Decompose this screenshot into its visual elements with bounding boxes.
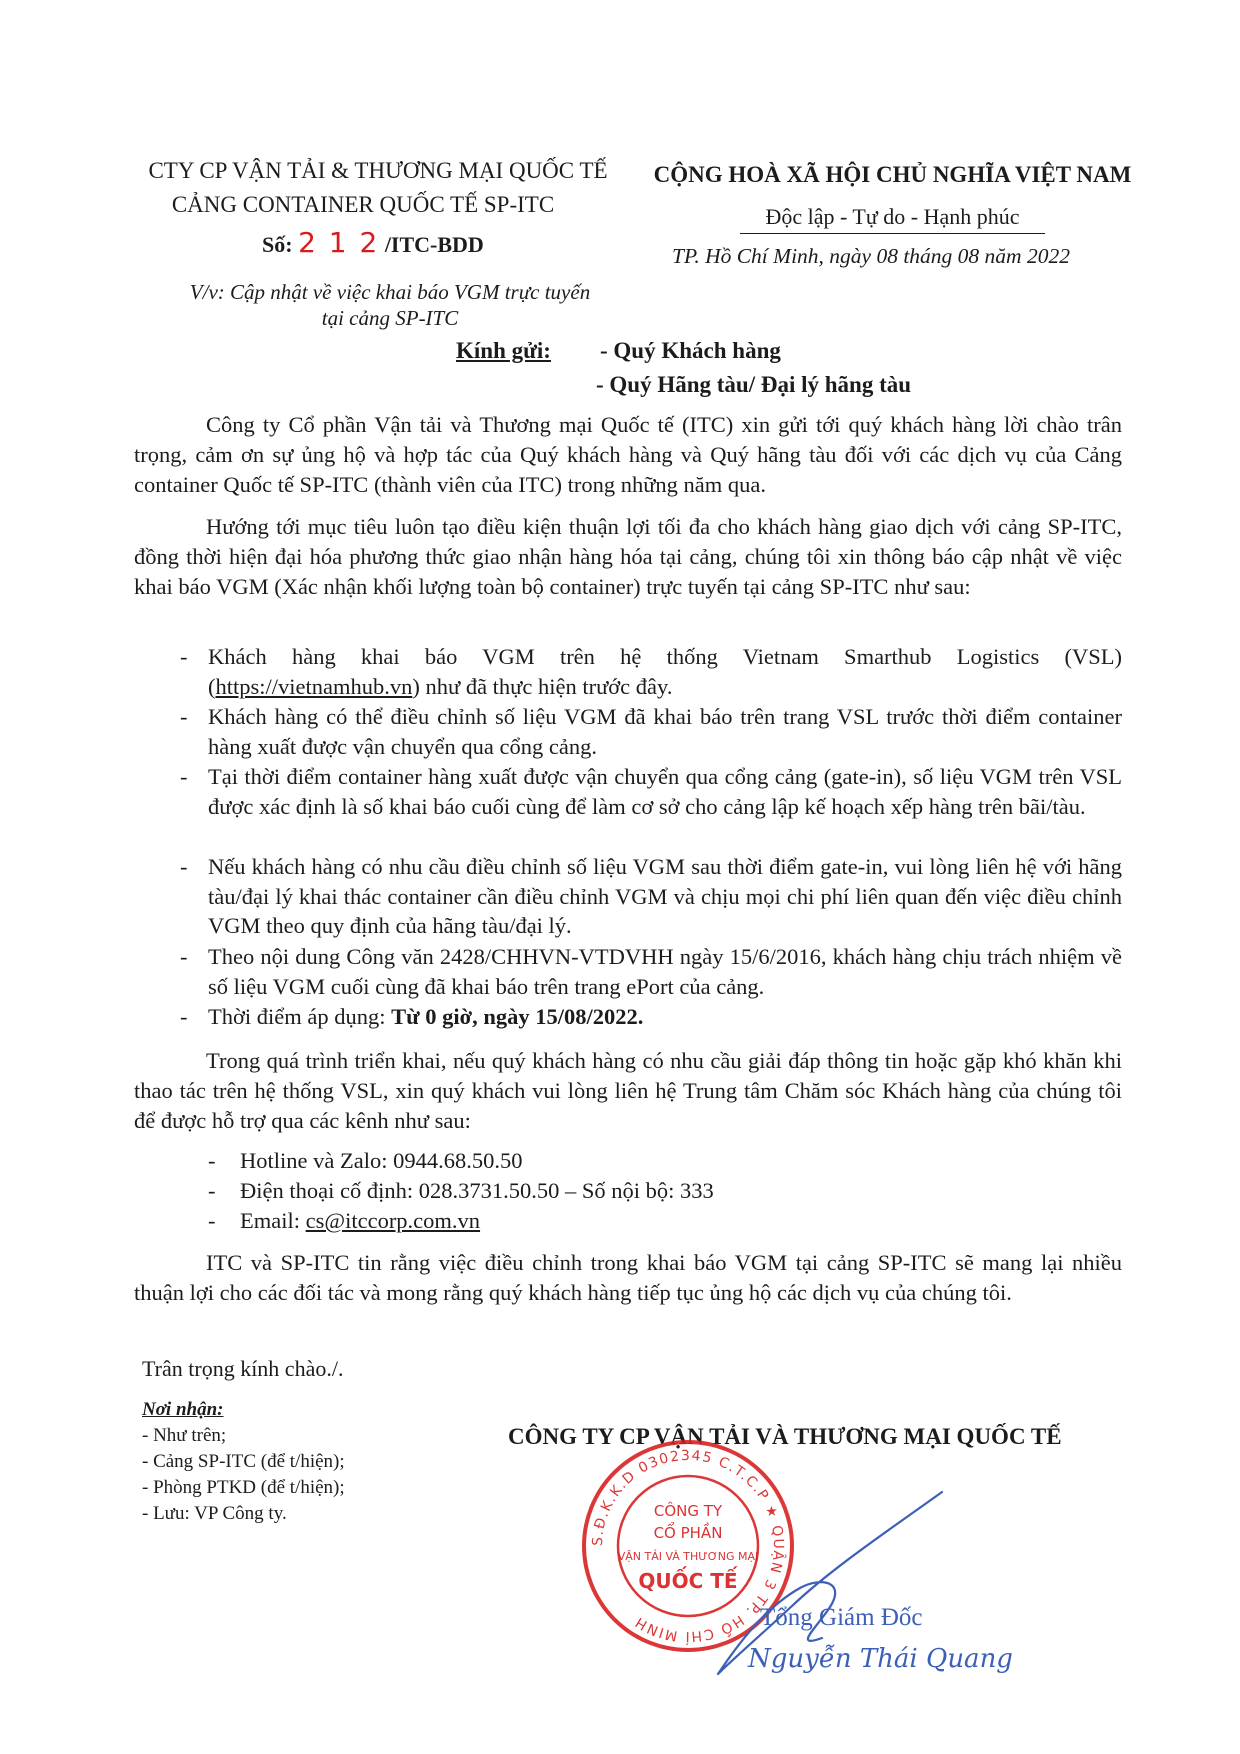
contact-email bbox=[208, 1206, 1120, 1236]
email-link[interactable]: cs@itccorp.com.vn bbox=[305, 1208, 481, 1233]
bullet-dash: - bbox=[180, 644, 188, 669]
company-name: CTY CP VẬN TẢI & THƯƠNG MẠI QUỐC TẾ bbox=[148, 158, 608, 183]
bullet-3 bbox=[180, 762, 1122, 821]
paragraph-intro: Công ty Cổ phần Vận tải và Thương mại Quốc tế (ITC) xin gửi tới quý khách hàng lời chào trân trọng, cảm ơn sự ủng hộ và hợp tác của Quý khách hàng và Quý hãng tàu đối với các dịch vụ của Cảng container Quốc tế SP-ITC (thành viên của ITC) trong những năm qua. bbox=[134, 412, 1122, 497]
stamp-line-3: VẬN TẢI VÀ THƯƠNG MẠI bbox=[617, 1550, 759, 1563]
contact-hotline bbox=[208, 1146, 1120, 1176]
recipient-1: - Quý Khách hàng bbox=[600, 338, 781, 363]
bullet-4 bbox=[180, 852, 1122, 941]
stamp-ring-text: S.Đ.K.K.D 0302345 C.T.C.P ★ QUẬN 3 TP. HỒ CHÍ MINH bbox=[589, 1447, 787, 1645]
bullet-6 bbox=[180, 1002, 1122, 1032]
paragraph-closing: ITC và SP-ITC tin rằng việc điều chỉnh trong khai báo VGM tại cảng SP-ITC sẽ mang lại nhiều thuận lợi cho các đối tác và mong rằng quý khách hàng tiếp tục ủng hộ các dịch vụ của chúng tôi. bbox=[134, 1250, 1122, 1305]
motto-underline bbox=[740, 233, 1045, 234]
bullet-dash: - bbox=[208, 1148, 216, 1173]
stamp-line-4: QUỐC TẾ bbox=[638, 1569, 738, 1593]
national-motto: Độc lập - Tự do - Hạnh phúc bbox=[765, 204, 1020, 229]
bullet-dash: - bbox=[208, 1178, 216, 1203]
contact-hotline-text: Hotline và Zalo: 0944.68.50.50 bbox=[240, 1148, 523, 1173]
subject-line-1: V/v: Cập nhật về việc khai báo VGM trực tuyến bbox=[189, 280, 591, 304]
distribution-title: Nơi nhận: bbox=[142, 1399, 224, 1420]
bullet-dash: - bbox=[208, 1208, 216, 1233]
distribution-item: - Cảng SP-ITC (để t/hiện); bbox=[142, 1451, 345, 1472]
bullet-6-label: Thời điểm áp dụng: bbox=[208, 1004, 392, 1029]
bullet-5 bbox=[180, 942, 1122, 1001]
bullet-dash: - bbox=[180, 944, 188, 969]
bullet-4-text: Nếu khách hàng có nhu cầu điều chỉnh số liệu VGM sau thời điểm gate-in, vui lòng liên hệ với hãng tàu/đại lý khai thác container cần điều chỉnh VGM và chịu mọi chi phí liên quan đến việc điều chỉnh VGM theo quy định của hãng tàu/đại lý. bbox=[208, 854, 1122, 938]
paragraph-support: Trong quá trình triển khai, nếu quý khách hàng có nhu cầu giải đáp thông tin hoặc gặp khó khăn khi thao tác trên hệ thống VSL, xin quý khách vui lòng liên hệ Trung tâm Chăm sóc Khách hàng của chúng tôi để được hỗ trợ qua các kênh như sau: bbox=[134, 1048, 1122, 1133]
contact-phone-text: Điện thoại cố định: 028.3731.50.50 – Số nội bộ: 333 bbox=[240, 1178, 714, 1203]
bullet-2-text: Khách hàng có thể điều chỉnh số liệu VGM đã khai báo trên trang VSL trước thời điểm container hàng xuất được vận chuyển qua cổng cảng. bbox=[208, 704, 1122, 759]
bullet-dash: - bbox=[180, 854, 188, 879]
doc-no-label: Số: bbox=[262, 232, 293, 257]
contact-phone bbox=[208, 1176, 1120, 1206]
stamp-line-2: CỔ PHẦN bbox=[653, 1524, 723, 1542]
company-subname: CẢNG CONTAINER QUỐC TẾ SP-ITC bbox=[171, 192, 555, 217]
doc-no-suffix: /ITC-BDD bbox=[384, 232, 484, 257]
signature-company: CÔNG TY CP VẬN TẢI VÀ THƯƠNG MẠI QUỐC TẾ bbox=[508, 1424, 1062, 1449]
bullet-dash: - bbox=[180, 1004, 188, 1029]
doc-no-value: 2 1 2 bbox=[298, 226, 380, 259]
bullet-2 bbox=[180, 702, 1122, 761]
bullet-5-text: Theo nội dung Công văn 2428/CHHVN-VTDVHH ngày 15/6/2016, khách hàng chịu trách nhiệm về số liệu VGM cuối cùng đã khai báo trên trang ePort của cảng. bbox=[208, 944, 1122, 999]
bullet-1-text: Khách hàng khai báo VGM trên hệ thống Vietnam Smarthub Logistics (VSL) ( bbox=[208, 644, 1122, 699]
signer-name: Nguyễn Thái Quang bbox=[748, 1644, 1013, 1674]
distribution-item: - Phòng PTKD (để t/hiện); bbox=[142, 1477, 345, 1498]
subject-line-2: tại cảng SP-ITC bbox=[321, 306, 459, 330]
distribution-item: - Như trên; bbox=[142, 1425, 227, 1446]
place-date: TP. Hồ Chí Minh, ngày 08 tháng 08 năm 2022 bbox=[672, 244, 1070, 268]
bullet-1-text-end: ) như đã thực hiện trước đây. bbox=[412, 673, 673, 699]
recipients-label: Kính gửi: bbox=[456, 338, 551, 363]
paragraph-purpose: Hướng tới mục tiêu luôn tạo điều kiện thuận lợi tối đa cho khách hàng giao dịch với cảng SP-ITC, đồng thời hiện đại hóa phương thức giao nhận hàng hóa tại cảng, chúng tôi xin thông báo cập nhật về việc khai báo VGM (Xác nhận khối lượng toàn bộ container) trực tuyến tại cảng SP-ITC như sau: bbox=[134, 514, 1122, 599]
bullet-3-text: Tại thời điểm container hàng xuất được vận chuyển qua cổng cảng (gate-in), số liệu VGM trên VSL được xác định là số khai báo cuối cùng để làm cơ sở cho cảng lập kế hoạch xếp hàng trên bãi/tàu. bbox=[208, 764, 1122, 819]
national-title: CỘNG HOÀ XÃ HỘI CHỦ NGHĨA VIỆT NAM bbox=[653, 162, 1132, 187]
closing-salutation: Trân trọng kính chào./. bbox=[142, 1356, 344, 1381]
effective-date: Từ 0 giờ, ngày 15/08/2022. bbox=[391, 1004, 644, 1029]
contact-email-label: Email: bbox=[240, 1208, 306, 1233]
distribution-item: - Lưu: VP Công ty. bbox=[142, 1503, 287, 1524]
bullet-dash: - bbox=[180, 764, 188, 789]
signer-title: Tổng Giám Đốc bbox=[760, 1604, 923, 1631]
bullet-dash: - bbox=[180, 704, 188, 729]
document-number bbox=[262, 226, 484, 259]
recipient-2: - Quý Hãng tàu/ Đại lý hãng tàu bbox=[596, 372, 912, 397]
bullet-1 bbox=[180, 642, 1122, 701]
stamp-line-1: CÔNG TY bbox=[653, 1502, 723, 1520]
vsl-link[interactable]: https://vietnamhub.vn bbox=[215, 673, 413, 699]
